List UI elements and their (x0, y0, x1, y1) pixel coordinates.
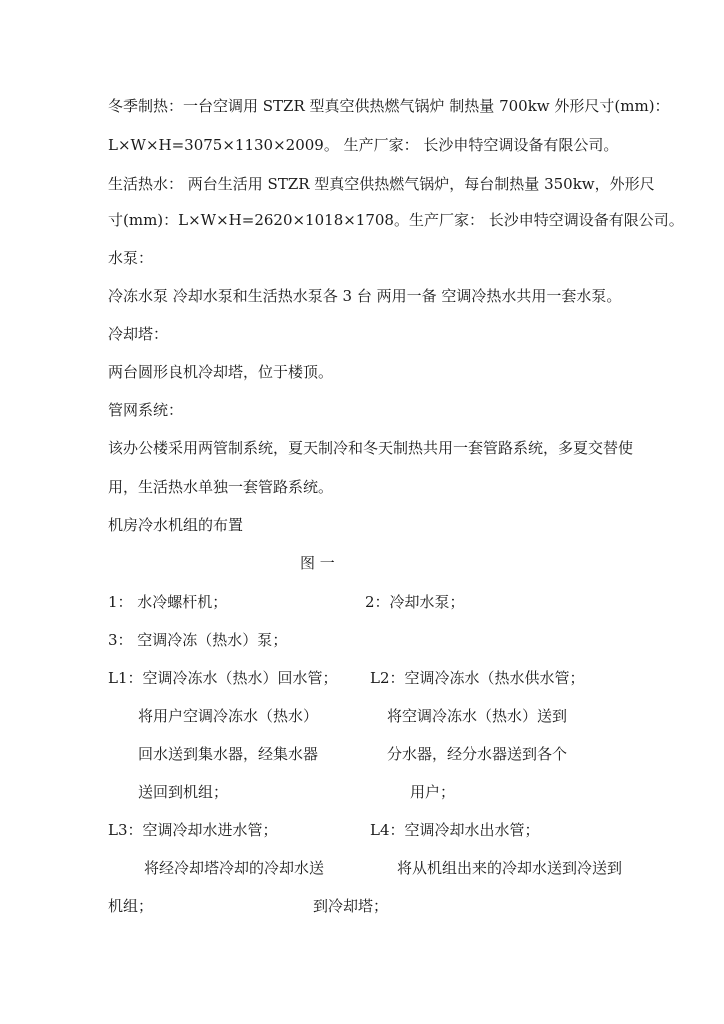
legend-item-2: 2：冷却水泵； (365, 593, 465, 611)
room-heading: 机房冷水机组的布置 (108, 516, 244, 534)
legend-l1-desc-2: 回水送到集水器，经集水器 (138, 745, 319, 763)
figure-title: 图 一 (300, 554, 335, 572)
pump-text: 冷冻水泵 冷却水泵和生活热水泵各 3 台 两用一备 空调冷热水共用一套水泵。 (108, 287, 622, 305)
hot-water-line-1: 生活热水： 两台生活用 STZR 型真空供热燃气锅炉，每台制热量 350kw，外形尺 (108, 175, 655, 193)
legend-l3-title: L3：空调冷却水进水管； (108, 821, 278, 839)
pipe-text-line-1: 该办公楼采用两管制系统，夏天制冷和冬天制热共用一套管路系统，多夏交替使 (108, 439, 634, 457)
tower-heading: 冷却塔： (108, 325, 169, 343)
legend-l2-desc-1: 将空调冷冻水（热水）送到 (387, 707, 568, 725)
legend-l3-desc-2: 机组； (108, 897, 154, 915)
legend-l4-desc-2: 到冷却塔； (313, 897, 389, 915)
winter-heating-line-2: L×W×H=3075×1130×2009。 生产厂家： 长沙申特空调设备有限公司。 (108, 136, 619, 154)
legend-l2-desc-3: 用户； (410, 783, 456, 801)
pump-heading: 水泵： (108, 249, 154, 267)
legend-l4-title: L4：空调冷却水出水管； (370, 821, 540, 839)
legend-l1-desc-3: 送回到机组； (138, 783, 229, 801)
legend-l1-title: L1：空调冷冻水（热水）回水管； (108, 669, 338, 687)
legend-item-1: 1： 水冷螺杆机； (108, 593, 228, 611)
hot-water-line-2: 寸(mm)：L×W×H=2620×1018×1708。生产厂家： 长沙申特空调设备有限公司。 (108, 211, 684, 229)
legend-item-3: 3： 空调冷冻（热水）泵； (108, 631, 288, 649)
legend-l4-desc-1: 将从机组出来的冷却水送到冷送到 (397, 859, 623, 877)
pipe-heading: 管网系统： (108, 401, 184, 419)
legend-l3-desc-1: 将经冷却塔冷却的冷却水送 (144, 859, 325, 877)
legend-l2-title: L2：空调冷冻水（热水供水管； (370, 669, 585, 687)
pipe-text-line-2: 用，生活热水单独一套管路系统。 (108, 478, 334, 496)
tower-text: 两台圆形良机冷却塔，位于楼顶。 (108, 363, 334, 381)
winter-heating-line-1: 冬季制热：一台空调用 STZR 型真空供热燃气锅炉 制热量 700kw 外形尺寸(mm)： (108, 97, 670, 115)
legend-l1-desc-1: 将用户空调冷冻水（热水） (138, 707, 319, 725)
legend-l2-desc-2: 分水器，经分水器送到各个 (387, 745, 568, 763)
